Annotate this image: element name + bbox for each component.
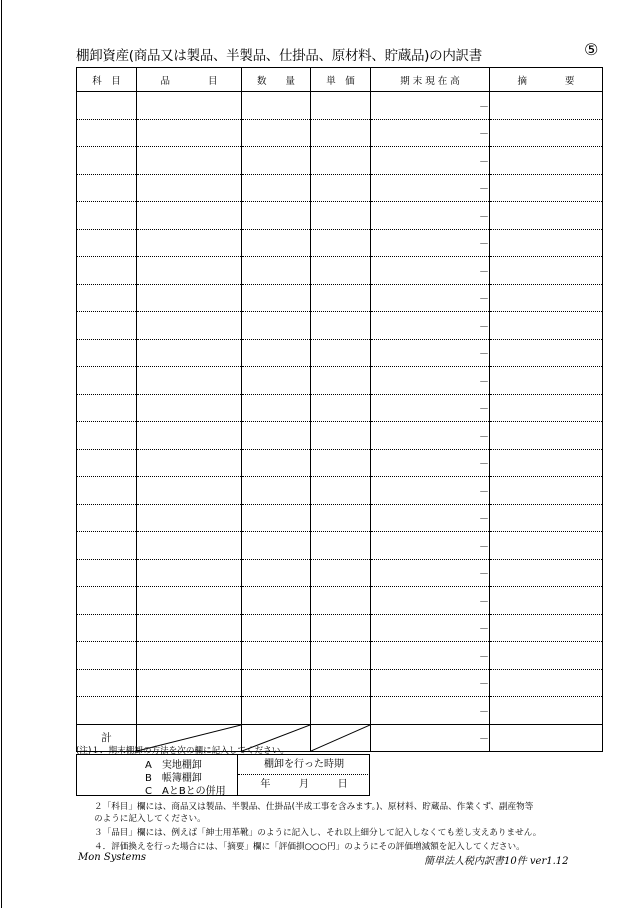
inventory-method-box [76, 754, 370, 796]
unit-price-cell[interactable] [311, 367, 371, 395]
remarks-cell[interactable] [490, 559, 603, 587]
unit-price-cell[interactable] [311, 92, 371, 120]
account-cell[interactable] [77, 119, 137, 147]
remarks-cell[interactable] [490, 422, 603, 450]
item-cell[interactable] [137, 697, 242, 725]
unit-price-cell[interactable] [311, 394, 371, 422]
item-cell[interactable] [137, 92, 242, 120]
item-cell[interactable] [137, 559, 242, 587]
amount-cell[interactable]: － [371, 559, 490, 587]
col-header-remarks: 摘 要 [490, 68, 603, 92]
amount-cell[interactable]: － [371, 229, 490, 257]
table-row [77, 202, 603, 230]
account-cell[interactable] [77, 367, 137, 395]
account-cell[interactable] [77, 422, 137, 450]
unit-price-cell[interactable] [311, 504, 371, 532]
table-row [77, 339, 603, 367]
quantity-cell[interactable] [242, 202, 311, 230]
amount-cell[interactable]: － [371, 587, 490, 615]
remarks-cell[interactable] [490, 504, 603, 532]
item-cell[interactable] [137, 229, 242, 257]
col-header-period-end-balance: 期 末 現 在 高 [371, 68, 490, 92]
quantity-cell[interactable] [242, 669, 311, 697]
quantity-cell[interactable] [242, 697, 311, 725]
amount-cell[interactable]: － [371, 92, 490, 120]
remarks-cell[interactable] [490, 614, 603, 642]
account-cell[interactable] [77, 394, 137, 422]
quantity-cell[interactable] [242, 614, 311, 642]
note-2-continued: のように記入してください。 [94, 814, 206, 824]
quantity-cell[interactable] [242, 119, 311, 147]
item-cell[interactable] [137, 477, 242, 505]
quantity-cell[interactable] [242, 422, 311, 450]
table-row [77, 587, 603, 615]
unit-price-cell[interactable] [311, 202, 371, 230]
amount-cell[interactable]: － [371, 284, 490, 312]
table-row [77, 559, 603, 587]
quantity-cell[interactable] [242, 642, 311, 670]
quantity-cell[interactable] [242, 532, 311, 560]
table-row [77, 449, 603, 477]
inventory-table [76, 67, 603, 752]
amount-cell[interactable]: － [371, 367, 490, 395]
item-cell[interactable] [137, 147, 242, 175]
quantity-cell[interactable] [242, 174, 311, 202]
item-cell[interactable] [137, 339, 242, 367]
table-row [77, 174, 603, 202]
remarks-cell[interactable] [490, 697, 603, 725]
item-cell[interactable] [137, 422, 242, 450]
table-row [77, 422, 603, 450]
table-row [77, 229, 603, 257]
account-cell[interactable] [77, 284, 137, 312]
table-header [77, 68, 603, 92]
page-title: 棚卸資産(商品又は製品、半製品、仕掛品、原材料、貯蔵品)の内訳書 [76, 48, 482, 64]
total-remarks-cell [490, 724, 603, 751]
unit-price-cell[interactable] [311, 147, 371, 175]
account-cell[interactable] [77, 504, 137, 532]
account-cell[interactable] [77, 92, 137, 120]
quantity-cell[interactable] [242, 559, 311, 587]
unit-price-cell[interactable] [311, 119, 371, 147]
remarks-cell[interactable] [490, 202, 603, 230]
account-cell[interactable] [77, 477, 137, 505]
quantity-cell[interactable] [242, 449, 311, 477]
amount-cell[interactable]: － [371, 669, 490, 697]
account-cell[interactable] [77, 697, 137, 725]
unit-price-cell[interactable] [311, 642, 371, 670]
item-cell[interactable] [137, 394, 242, 422]
account-cell[interactable] [77, 449, 137, 477]
table-row [77, 147, 603, 175]
quantity-cell[interactable] [242, 394, 311, 422]
table-row [77, 92, 603, 120]
remarks-cell[interactable] [490, 449, 603, 477]
amount-cell[interactable]: － [371, 697, 490, 725]
quantity-cell[interactable] [242, 504, 311, 532]
period-date [238, 775, 370, 795]
table-row [77, 312, 603, 340]
unit-price-cell[interactable] [311, 284, 371, 312]
item-cell[interactable] [137, 669, 242, 697]
remarks-cell[interactable] [490, 229, 603, 257]
amount-cell[interactable]: － [371, 477, 490, 505]
remarks-cell[interactable] [490, 669, 603, 697]
unit-price-cell[interactable] [311, 229, 371, 257]
account-cell[interactable] [77, 669, 137, 697]
col-header-account: 科 目 [77, 68, 137, 92]
remarks-cell[interactable] [490, 532, 603, 560]
unit-price-cell[interactable] [311, 339, 371, 367]
remarks-cell[interactable] [490, 147, 603, 175]
method-list [77, 755, 237, 795]
table-row [77, 257, 603, 285]
total-amount: － [371, 724, 490, 751]
account-cell[interactable] [77, 312, 137, 340]
account-cell[interactable] [77, 559, 137, 587]
unit-price-cell[interactable] [311, 587, 371, 615]
item-cell[interactable] [137, 614, 242, 642]
month-unit: 月 [298, 779, 309, 790]
table-row [77, 504, 603, 532]
unit-price-cell[interactable] [311, 669, 371, 697]
item-cell[interactable] [137, 312, 242, 340]
method-a: A 実地棚卸 [145, 760, 202, 771]
account-cell[interactable] [77, 642, 137, 670]
note-4: ４．評価換えを行った場合には、「摘要」欄に「評価損○○○円」のようにその評価増減額を記入してください。 [94, 842, 525, 852]
amount-cell[interactable]: － [371, 504, 490, 532]
table-row [77, 394, 603, 422]
account-cell[interactable] [77, 532, 137, 560]
period-header: 棚卸を行った時期 [238, 755, 370, 775]
quantity-cell[interactable] [242, 147, 311, 175]
remarks-cell[interactable] [490, 119, 603, 147]
inventory-period [237, 755, 370, 795]
amount-cell[interactable]: － [371, 339, 490, 367]
item-cell[interactable] [137, 202, 242, 230]
remarks-cell[interactable] [490, 92, 603, 120]
remarks-cell[interactable] [490, 642, 603, 670]
unit-price-cell[interactable] [311, 697, 371, 725]
account-cell[interactable] [77, 257, 137, 285]
note-1: (注)１．期末棚卸の方法を次の欄に記入してください。 [76, 746, 289, 756]
account-cell[interactable] [77, 339, 137, 367]
item-cell[interactable] [137, 532, 242, 560]
amount-cell[interactable]: － [371, 119, 490, 147]
table-row [77, 477, 603, 505]
method-c: C AとBとの併用 [145, 786, 226, 797]
remarks-cell[interactable] [490, 257, 603, 285]
amount-cell[interactable]: － [371, 532, 490, 560]
item-cell[interactable] [137, 449, 242, 477]
col-header-item: 品 目 [137, 68, 242, 92]
table-row [77, 532, 603, 560]
unit-price-cell[interactable] [311, 312, 371, 340]
table-row [77, 669, 603, 697]
col-header-quantity: 数 量 [242, 68, 311, 92]
item-cell[interactable] [137, 257, 242, 285]
amount-cell[interactable]: － [371, 202, 490, 230]
unit-price-cell[interactable] [311, 614, 371, 642]
quantity-cell[interactable] [242, 312, 311, 340]
col-header-unit-price: 単 価 [311, 68, 371, 92]
table-row [77, 614, 603, 642]
table-row [77, 367, 603, 395]
method-b: B 帳簿棚卸 [145, 773, 202, 784]
remarks-cell[interactable] [490, 394, 603, 422]
unit-price-cell[interactable] [311, 257, 371, 285]
quantity-cell[interactable] [242, 257, 311, 285]
footer-product: 簡単法人税内訳書10件 ver1.12 [424, 856, 569, 867]
amount-cell[interactable]: － [371, 174, 490, 202]
account-cell[interactable] [77, 174, 137, 202]
quantity-cell[interactable] [242, 284, 311, 312]
account-cell[interactable] [77, 229, 137, 257]
quantity-cell[interactable] [242, 92, 311, 120]
year-unit: 年 [260, 779, 271, 790]
page-border [1, 0, 2, 908]
remarks-cell[interactable] [490, 367, 603, 395]
unit-price-cell[interactable] [311, 449, 371, 477]
form-number: ⑤ [584, 40, 599, 59]
item-cell[interactable] [137, 587, 242, 615]
amount-cell[interactable]: － [371, 394, 490, 422]
table-row [77, 642, 603, 670]
table-row [77, 697, 603, 725]
day-unit: 日 [337, 779, 348, 790]
note-3: ３「品目」欄には、例えば「紳士用革靴」のように記入し、それ以上細分して記入しなくても差し支えありません。 [94, 828, 542, 838]
account-cell[interactable] [77, 147, 137, 175]
remarks-cell[interactable] [490, 587, 603, 615]
table-row [77, 284, 603, 312]
item-cell[interactable] [137, 174, 242, 202]
remarks-cell[interactable] [490, 284, 603, 312]
footer-company: Mon Systems [78, 852, 147, 863]
amount-cell[interactable]: － [371, 257, 490, 285]
note-2: ２「科目」欄には、商品又は製品、半製品、仕掛品(半成工事を含みます。)、原材料、貯蔵品、作業くず、副産物等 [94, 802, 534, 812]
quantity-cell[interactable] [242, 229, 311, 257]
item-cell[interactable] [137, 367, 242, 395]
account-cell[interactable] [77, 614, 137, 642]
quantity-cell[interactable] [242, 477, 311, 505]
remarks-cell[interactable] [490, 339, 603, 367]
remarks-cell[interactable] [490, 312, 603, 340]
amount-cell[interactable]: － [371, 614, 490, 642]
remarks-cell[interactable] [490, 174, 603, 202]
unit-price-cell[interactable] [311, 422, 371, 450]
amount-cell[interactable]: － [371, 147, 490, 175]
quantity-cell[interactable] [242, 587, 311, 615]
amount-cell[interactable]: － [371, 642, 490, 670]
account-cell[interactable] [77, 202, 137, 230]
item-cell[interactable] [137, 504, 242, 532]
remarks-cell[interactable] [490, 477, 603, 505]
amount-cell[interactable]: － [371, 422, 490, 450]
diagonal-slash [311, 725, 370, 751]
quantity-cell[interactable] [242, 367, 311, 395]
total-label: 計 [77, 724, 137, 751]
unit-price-cell[interactable] [311, 559, 371, 587]
unit-price-cell[interactable] [311, 477, 371, 505]
item-cell[interactable] [137, 284, 242, 312]
account-cell[interactable] [77, 587, 137, 615]
total-unit-price-cell [311, 724, 371, 751]
unit-price-cell[interactable] [311, 532, 371, 560]
amount-cell[interactable]: － [371, 312, 490, 340]
unit-price-cell[interactable] [311, 174, 371, 202]
quantity-cell[interactable] [242, 339, 311, 367]
item-cell[interactable] [137, 119, 242, 147]
amount-cell[interactable]: － [371, 449, 490, 477]
table-row [77, 119, 603, 147]
item-cell[interactable] [137, 642, 242, 670]
